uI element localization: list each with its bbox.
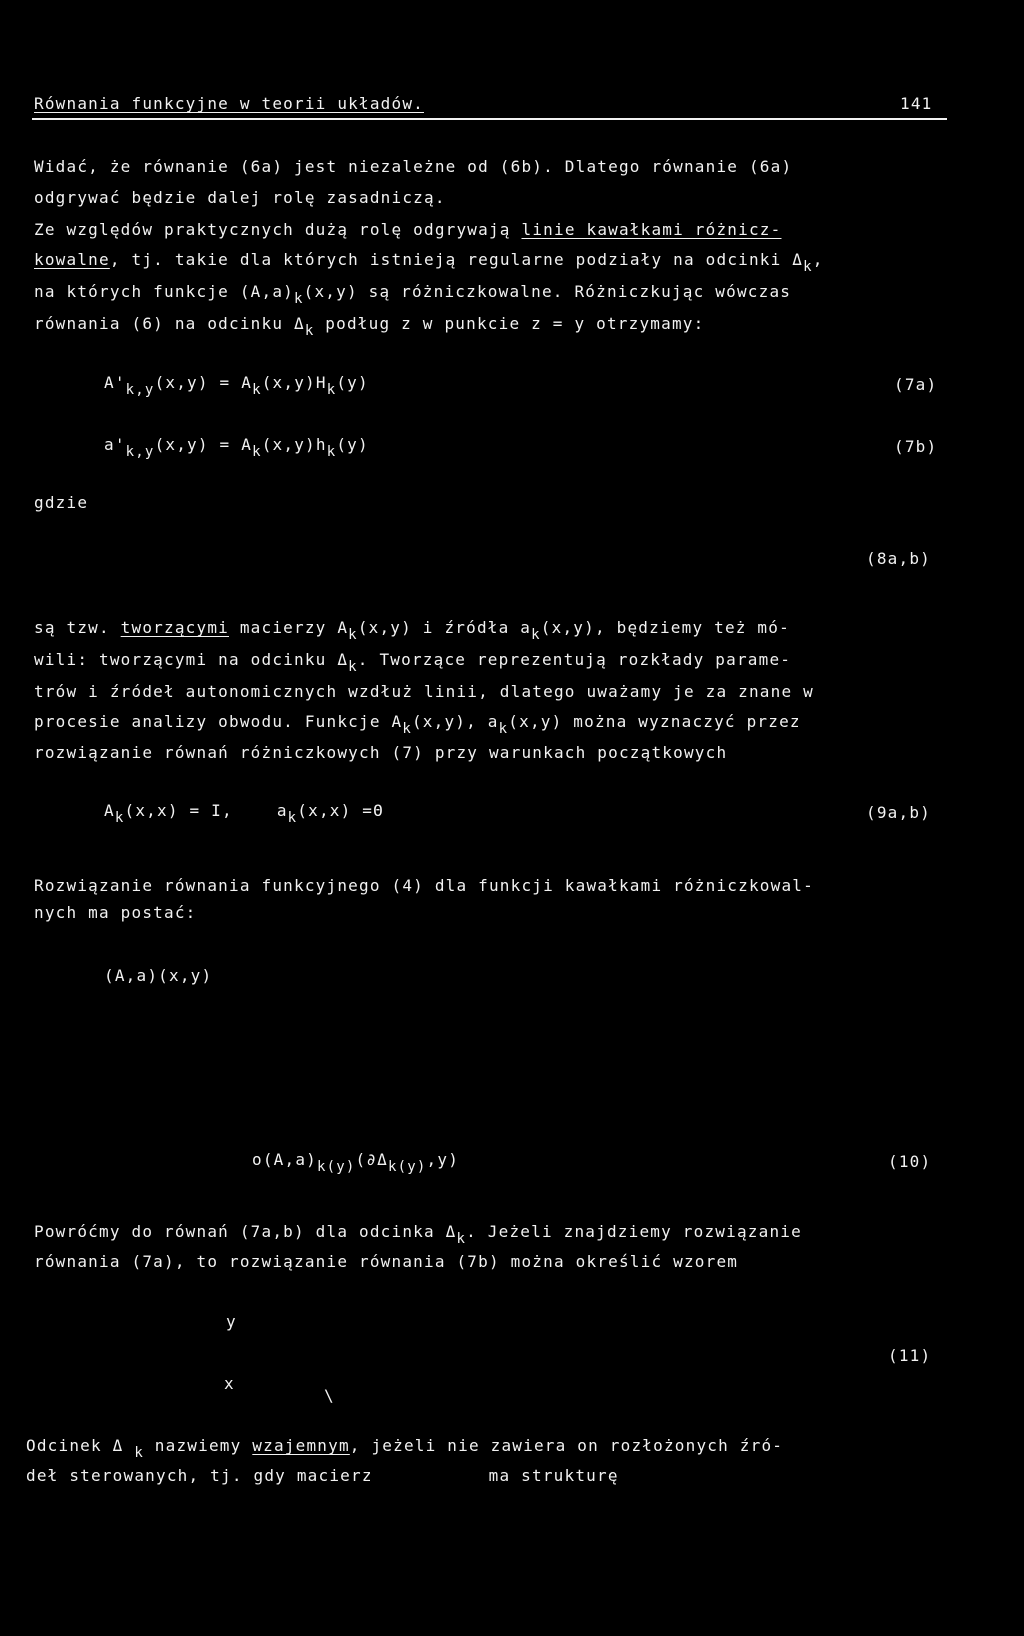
para2-line1-sub: k xyxy=(348,627,358,643)
para1-line5-a: na których funkcje (A,a) xyxy=(34,282,294,301)
eq7b-sub2: k xyxy=(252,444,262,460)
para1-line4-end: , xyxy=(812,250,824,269)
eq7b-sub3: k xyxy=(326,444,337,460)
eq7a-rest3: (y) xyxy=(336,373,369,392)
para1-line3-underlined: linie kawałkami różnicz- xyxy=(521,220,782,239)
equation-10-expr xyxy=(252,1150,459,1177)
para2-line2 xyxy=(34,650,791,677)
para5-line1-a: Odcinek Δ xyxy=(26,1436,135,1455)
equation-9 xyxy=(104,801,384,828)
para2-line4-sub2: k xyxy=(498,721,509,737)
para1-line5-b: (x,y) są różniczkowalne. Różniczkując wówczas xyxy=(303,282,792,301)
equation-11-label: (11) xyxy=(888,1346,932,1365)
eq7b-lhs-sub: k,y xyxy=(125,444,155,460)
eq10-c: ,y) xyxy=(426,1150,460,1169)
equation-10-lhs: (A,a)(x,y) xyxy=(104,966,213,985)
para1-line4-underlined: kowalne xyxy=(34,250,110,269)
para1-line3 xyxy=(34,220,781,240)
para1-line4-sub: k xyxy=(803,259,813,275)
eq9-a-rest: (x,x) = I, xyxy=(124,801,233,820)
para2-line4-a: procesie analizy obwodu. Funkcje A xyxy=(34,712,403,731)
para5-line2-b: ma strukturę xyxy=(488,1466,619,1485)
para1-line5 xyxy=(34,282,791,309)
para1-line6 xyxy=(34,314,704,341)
para1-line3-text: Ze względów praktycznych dużą rolę odgrywają xyxy=(34,220,522,239)
eq7a-lhs-sub: k,y xyxy=(125,382,155,398)
para2-line2-sub: k xyxy=(348,659,358,675)
para2-line4-sub: k xyxy=(402,721,412,737)
para2-line1-sub2: k xyxy=(531,627,541,643)
para5-line1-underlined: wzajemnym xyxy=(252,1436,350,1455)
para4-line1 xyxy=(34,1222,802,1249)
eq10-b: (∂Δ xyxy=(355,1150,389,1169)
equation-11-x: x xyxy=(224,1374,235,1393)
eq10-a: o(A,a) xyxy=(252,1150,317,1169)
para1-line6-sub: k xyxy=(304,323,315,339)
gdzie-label: gdzie xyxy=(34,493,89,512)
eq7a-rest2: (x,y)H xyxy=(261,373,327,392)
para2-line2-b: . Tworzące reprezentują rozkłady parame- xyxy=(357,650,792,669)
eq7b-rest: (x,y) = A xyxy=(154,435,253,454)
eq9-a: A xyxy=(104,801,115,820)
para4-line1-a: Powróćmy do równań (7a,b) dla odcinka Δ xyxy=(34,1222,457,1241)
para5-line2 xyxy=(26,1466,619,1486)
para4-line1-b: . Jeżeli znajdziemy rozwiązanie xyxy=(466,1222,802,1241)
para3-line2: nych ma postać: xyxy=(34,903,197,922)
equation-7a-label: (7a) xyxy=(894,375,938,394)
eq9-a-sub: k xyxy=(114,810,125,826)
para2-line1 xyxy=(34,618,790,645)
para2-line2-a: wili: tworzącymi na odcinku Δ xyxy=(34,650,349,669)
running-title: Równania funkcyjne w teorii układów. xyxy=(34,94,424,113)
para4-line2: równania (7a), to rozwiązanie równania (7b) można określić wzorem xyxy=(34,1252,739,1271)
para5-line2-a: deł sterowanych, tj. gdy macierz xyxy=(26,1466,373,1485)
eq7b-rest2: (x,y)h xyxy=(261,435,327,454)
para4-line1-sub: k xyxy=(456,1231,467,1247)
para5-line1-c: , jeżeli nie zawiera on rozłożonych źró- xyxy=(349,1436,784,1455)
para2-line1-c: (x,y) i źródła a xyxy=(357,618,532,637)
eq7a-sub2: k xyxy=(252,382,262,398)
equation-7b-label: (7b) xyxy=(894,437,938,456)
eq7b-lhs: a' xyxy=(104,435,126,454)
eq7a-sub3: k xyxy=(326,382,337,398)
eq9-b-rest: (x,x) =Θ xyxy=(297,801,384,820)
equation-7b xyxy=(104,435,369,462)
para2-line1-d: (x,y), będziemy też mó- xyxy=(540,618,790,637)
para2-line3: trów i źródeł autonomicznych wzdłuż linii, dlatego uważamy je za znane w xyxy=(34,682,814,701)
para1-line5-sub: k xyxy=(294,291,304,307)
para1-line6-b: podług z w punkcie z = y otrzymamy: xyxy=(314,314,705,333)
eq10-sub: k(y) xyxy=(317,1159,356,1175)
para5-line1 xyxy=(26,1436,783,1463)
para2-line5: rozwiązanie równań różniczkowych (7) przy warunkach początkowych xyxy=(34,743,728,762)
equation-9-label: (9a,b) xyxy=(866,803,931,822)
para2-line4 xyxy=(34,712,801,739)
para5-line1-b: nazwiemy xyxy=(143,1436,253,1455)
eq9-b-sub: k xyxy=(287,810,298,826)
para1-line2: odgrywać będzie dalej rolę zasadniczą. xyxy=(34,188,446,207)
equation-11-y: y xyxy=(226,1312,237,1331)
equation-10-label: (10) xyxy=(888,1152,932,1171)
equation-8-label: (8a,b) xyxy=(866,549,931,568)
para3-line1: Rozwiązanie równania funkcyjnego (4) dla funkcji kawałkami różniczkowal- xyxy=(34,876,814,895)
header-rule xyxy=(32,118,947,120)
para2-line1-a: są tzw. xyxy=(34,618,121,637)
page-number: 141 xyxy=(900,94,933,113)
eq7a-lhs: A' xyxy=(104,373,126,392)
para2-line4-c: (x,y) można wyznaczyć przez xyxy=(508,712,801,731)
para2-line4-b: (x,y), a xyxy=(411,712,499,731)
para2-line1-b: macierzy A xyxy=(229,618,349,637)
eq7b-rest3: (y) xyxy=(336,435,369,454)
para1-line4 xyxy=(34,250,824,277)
eq10-sub2: k(y) xyxy=(388,1159,427,1175)
equation-11-slash: \ xyxy=(324,1386,335,1405)
para1-line1: Widać, że równanie (6a) jest niezależne od (6b). Dlatego równanie (6a) xyxy=(34,157,793,176)
para2-line1-underlined: tworzącymi xyxy=(120,618,229,637)
eq9-b: a xyxy=(276,801,288,820)
para5-line1-sub: k xyxy=(134,1445,144,1461)
equation-7a xyxy=(104,373,369,400)
eq7a-rest: (x,y) = A xyxy=(154,373,253,392)
para1-line6-a: równania (6) na odcinku Δ xyxy=(34,314,305,333)
para1-line4-text: , tj. takie dla których istnieją regularne podziały na odcinki Δ xyxy=(109,250,804,269)
